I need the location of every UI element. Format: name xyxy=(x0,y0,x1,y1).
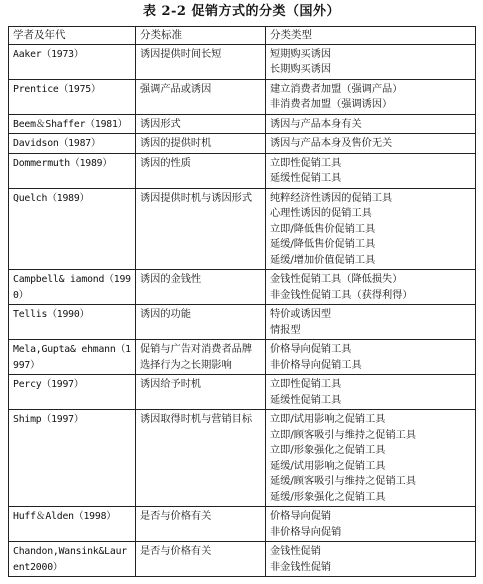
table-row xyxy=(9,305,476,340)
cell-types xyxy=(266,188,476,270)
type-item: 延缓性促销工具 xyxy=(270,173,342,184)
type-item: 短期购买诱因 xyxy=(270,48,332,60)
table-row xyxy=(9,270,476,305)
table-row xyxy=(9,507,476,542)
cell-scholar: Quelch（1989） xyxy=(9,188,136,270)
type-item: 纯粹经济性诱因的促销工具 xyxy=(270,192,393,204)
type-item: 立即性促销工具 xyxy=(270,157,342,169)
header-criterion: 分类标准 xyxy=(136,27,266,45)
cell-scholar: Campbell& iamond（1990） xyxy=(9,270,136,305)
type-item: 立即/试用影响之促销工具 xyxy=(270,414,386,425)
type-item: 非价格导向促销 xyxy=(270,526,342,538)
cell-scholar: Percy（1997） xyxy=(9,375,136,410)
cell-criterion: 是否与价格有关 xyxy=(136,542,266,577)
cell-scholar: Shimp（1997） xyxy=(9,410,136,507)
type-item: 长期购买诱因 xyxy=(270,64,332,75)
type-item: 诱因与产品本身有关 xyxy=(270,118,362,130)
cell-types xyxy=(266,153,476,188)
table-row xyxy=(9,188,476,270)
cell-scholar: Dommermuth（1989） xyxy=(9,153,136,188)
cell-criterion: 诱因的金钱性 xyxy=(136,270,266,305)
cell-criterion: 是否与价格有关 xyxy=(136,507,266,542)
type-item: 非消费者加盟（强调诱因） xyxy=(270,99,393,110)
type-item: 金钱性促销工具（降低损失） xyxy=(270,274,403,285)
header-scholar: 学者及年代 xyxy=(9,27,136,45)
cell-types xyxy=(266,507,476,542)
type-item: 延缓/试用影响之促销工具 xyxy=(270,460,386,472)
table-row xyxy=(9,410,476,507)
promotion-classification-table xyxy=(8,26,476,577)
cell-types xyxy=(266,134,476,154)
cell-scholar: Davidson（1987） xyxy=(9,134,136,154)
cell-criterion: 诱因提供时机与诱因形式 xyxy=(136,188,266,270)
cell-criterion: 诱因的提供时机 xyxy=(136,134,266,154)
cell-criterion: 诱因提供时间长短 xyxy=(136,44,266,79)
table-row xyxy=(9,375,476,410)
cell-scholar: Huff＆Alden（1998） xyxy=(9,507,136,542)
cell-types xyxy=(266,340,476,375)
type-item: 延缓/增加价值促销工具 xyxy=(270,254,376,266)
cell-types xyxy=(266,305,476,340)
type-item: 心理性诱因的促销工具 xyxy=(270,208,372,219)
type-item: 诱因与产品本身及售价无关 xyxy=(270,138,393,149)
type-item: 情报型 xyxy=(270,324,301,336)
type-item: 非金钱性促销工具（获得利得） xyxy=(270,289,413,301)
cell-types xyxy=(266,410,476,507)
cell-types xyxy=(266,270,476,305)
header-row xyxy=(9,27,476,45)
type-item: 延缓/形象强化之促销工具 xyxy=(270,491,386,503)
type-item: 非价格导向促销工具 xyxy=(270,359,362,371)
table-row xyxy=(9,79,476,114)
table-row xyxy=(9,340,476,375)
cell-scholar: Aaker（1973） xyxy=(9,44,136,79)
table-row xyxy=(9,44,476,79)
cell-types xyxy=(266,114,476,134)
cell-types xyxy=(266,79,476,114)
cell-criterion: 诱因给予时机 xyxy=(136,375,266,410)
cell-criterion: 促销与广告对消费者品牌选择行为之长期影响 xyxy=(136,340,266,375)
cell-scholar: Tellis（1990） xyxy=(9,305,136,340)
cell-types xyxy=(266,542,476,577)
type-item: 金钱性促销 xyxy=(270,546,321,557)
header-types: 分类类型 xyxy=(266,27,476,45)
cell-criterion: 诱因取得时机与营销目标 xyxy=(136,410,266,507)
type-item: 立即/降低售价促销工具 xyxy=(270,223,376,235)
table-row xyxy=(9,114,476,134)
cell-criterion: 诱因形式 xyxy=(136,114,266,134)
type-item: 价格导向促销 xyxy=(270,511,332,522)
cell-types xyxy=(266,44,476,79)
cell-types xyxy=(266,375,476,410)
type-item: 延缓性促销工具 xyxy=(270,394,342,406)
cell-criterion: 强调产品或诱因 xyxy=(136,79,266,114)
table-row xyxy=(9,153,476,188)
type-item: 价格导向促销工具 xyxy=(270,344,352,355)
table-row xyxy=(9,134,476,154)
type-item: 建立消费者加盟（强调产品） xyxy=(270,83,403,95)
type-item: 延缓/降低售价促销工具 xyxy=(270,239,376,250)
cell-criterion: 诱因的功能 xyxy=(136,305,266,340)
type-item: 特价或诱因型 xyxy=(270,309,332,320)
table-caption: 表 2-2 促销方式的分类（国外） xyxy=(142,4,341,19)
type-item: 非金钱性促销 xyxy=(270,561,332,573)
cell-scholar: Prentice（1975） xyxy=(9,79,136,114)
type-item: 延缓/顾客吸引与维持之促销工具 xyxy=(270,476,417,487)
cell-scholar: Mela,Gupta& ehmann（1997） xyxy=(9,340,136,375)
type-item: 立即/顾客吸引与维持之促销工具 xyxy=(270,429,417,441)
type-item: 立即/形象强化之促销工具 xyxy=(270,445,386,456)
cell-scholar: Chandon,Wansink&Laurent2000） xyxy=(9,542,136,577)
table-row xyxy=(9,542,476,577)
table-body xyxy=(9,44,476,577)
cell-criterion: 诱因的性质 xyxy=(136,153,266,188)
cell-scholar: Beem＆Shaffer（1981） xyxy=(9,114,136,134)
type-item: 立即性促销工具 xyxy=(270,379,342,390)
